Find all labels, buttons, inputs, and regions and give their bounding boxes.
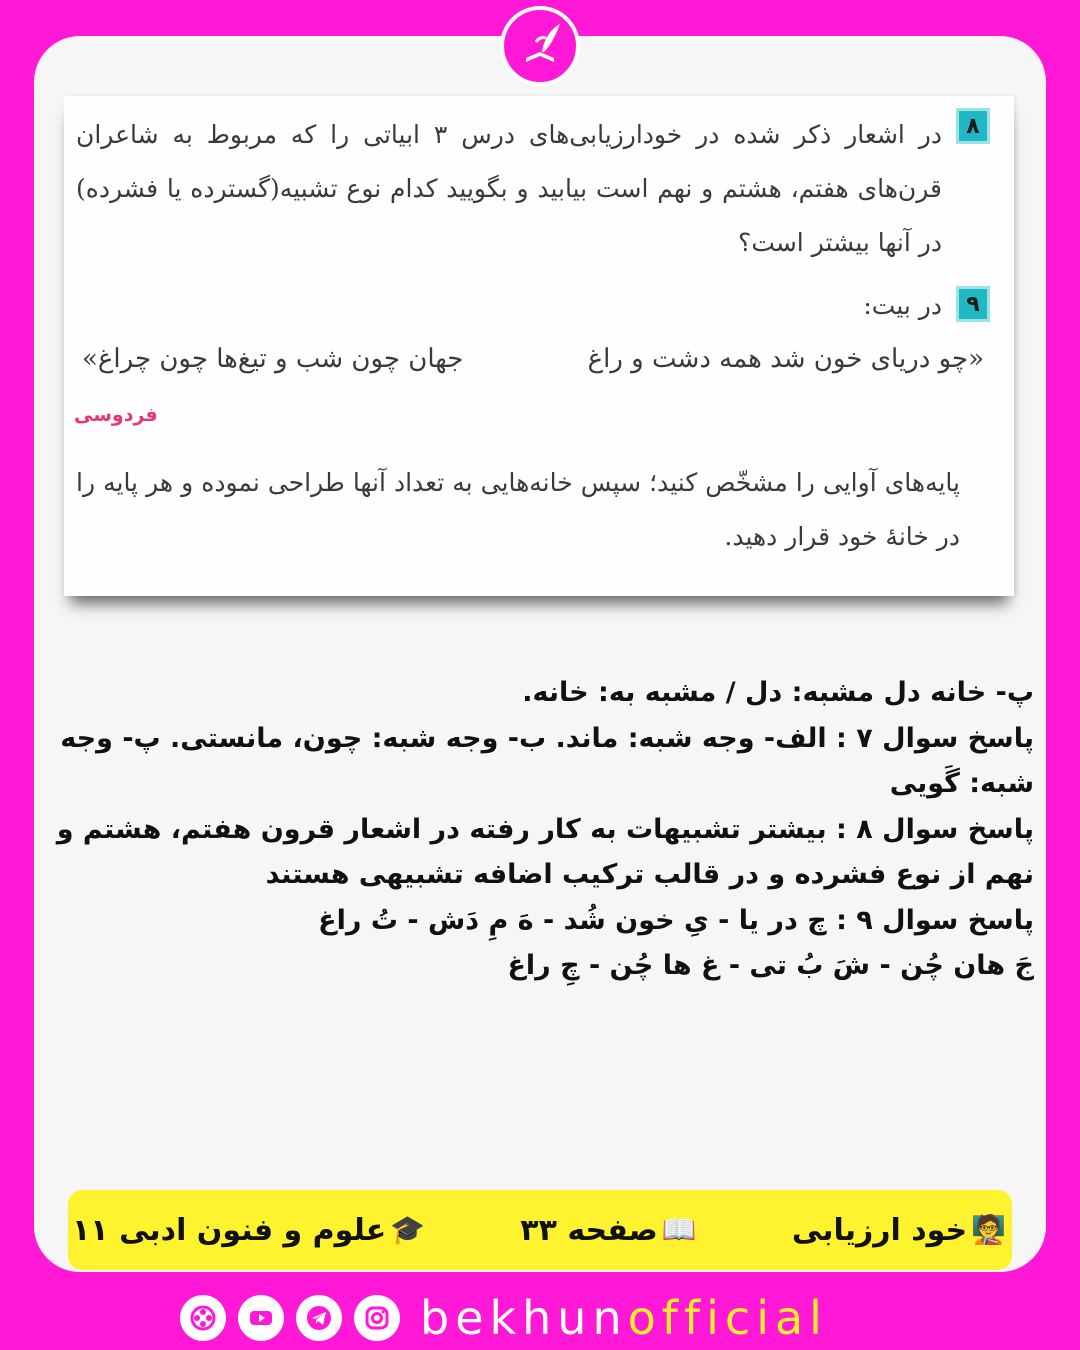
brand-handle-part2: official [627,1291,828,1345]
page-text: صفحه ۳۳ [520,1212,658,1248]
answer-line: پ- خانه دل مشبه: دل / مشبه به: خانه. [522,677,1034,708]
youtube-icon[interactable] [238,1295,284,1341]
social-bar [180,1288,828,1348]
answer-line: جَ هان چُن - شَ بُ تی - غ ها چُن - چِ راغ [507,950,1034,981]
film-reel-icon[interactable] [180,1295,226,1341]
feather-book-logo-icon [512,18,568,74]
lesson-text: خود ارزیابی [791,1212,968,1248]
verse-second-hemistich: جهان چون شب و تیغ‌ها چون چراغ» [82,344,464,374]
poet-name: فردوسی [74,404,158,426]
answers-block [54,670,1034,989]
answer-line: پاسخ سوال ۸ : بیشتر تشبیهات به کار رفته در اشعار قرون هفتم، هشتم و نهم از نوع فشرده و در قالب ترکیب اضافه تشبیهی هستند [56,813,1034,890]
question-8-text: در اشعار ذکر شده در خودارزیابی‌های درس ۳ ابیاتی را که مربوط به شاعران قرن‌های هفتم، هشتم و نهم است بیابید و بگویید کدام نوع تشبیه(گسترده یا فشرده) در آنها بیشتر است؟ [76,120,942,257]
open-book-icon: 📖 [661,1213,697,1246]
question-9-label: در بیت: [863,291,942,320]
subject-label [72,1213,425,1248]
answer-line: پاسخ سوال ۷ : الف- وجه شبه: ماند. ب- وجه شبه: چون، مانستی. پ- وجه شبه: گَویی [60,722,1034,799]
subject-text: علوم و فنون ادبی ۱۱ [72,1212,387,1248]
page-label [520,1213,696,1248]
footer-strip [68,1190,1012,1270]
brand-handle[interactable] [420,1291,828,1345]
logo-badge [500,6,580,86]
question-number-badge: ۹ [956,286,990,322]
person-at-desk-icon: 🧑‍🏫 [971,1213,1006,1246]
question-9-instruction: پایه‌های آوایی را مشخّص کنید؛ سپس خانه‌هایی به تعداد آنها طراحی نموده و هر پایه را در خانهٔ خود قرار دهید. [76,468,960,551]
verse-first-hemistich: «چو دریای خون شد همه دشت و راغ [587,344,984,374]
answer-line: پاسخ سوال ۹ : چ در یا - یِ خون شُد - هَ مِ دَش - تُ راغ [318,904,1034,936]
lesson-label [792,1213,1006,1248]
graduation-cap-icon: 🎓 [390,1213,426,1246]
question-9 [863,286,990,326]
textbook-excerpt [64,96,1014,596]
telegram-icon[interactable] [296,1295,342,1341]
brand-handle-part1: bekhun [420,1291,628,1345]
instagram-icon[interactable] [354,1295,400,1341]
question-8 [70,108,990,270]
poem-verse [82,344,984,374]
question-number-badge: ۸ [956,108,990,144]
